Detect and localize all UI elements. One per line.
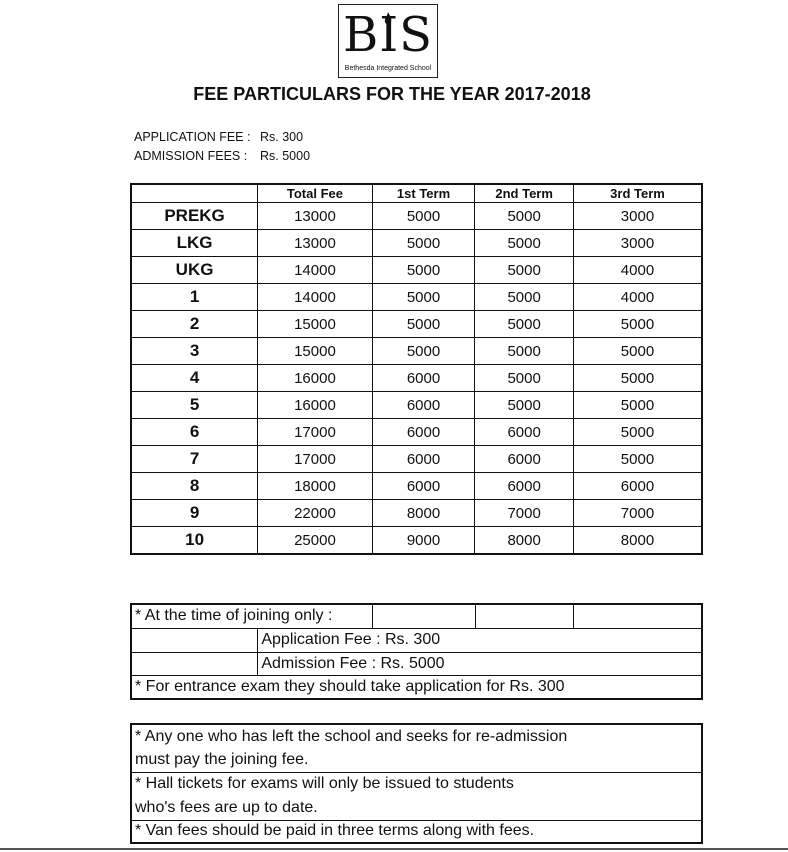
third-term-fee: 6000 (573, 473, 702, 500)
readmission-note-line-2: must pay the joining fee. (131, 748, 702, 772)
class-name: 9 (131, 500, 258, 527)
total-fee: 22000 (258, 500, 373, 527)
second-term-fee: 5000 (475, 311, 574, 338)
class-name: 4 (131, 365, 258, 392)
fee-row (131, 419, 702, 446)
first-term-fee: 6000 (372, 365, 475, 392)
empty-cell (131, 652, 258, 675)
joining-fee-box (130, 603, 703, 700)
fee-row (131, 284, 702, 311)
total-fee: 17000 (258, 446, 373, 473)
second-term-fee: 5000 (475, 338, 574, 365)
fee-table-header (131, 184, 702, 203)
second-term-fee: 6000 (475, 446, 574, 473)
class-name: 2 (131, 311, 258, 338)
fee-row (131, 338, 702, 365)
first-term-fee: 9000 (372, 527, 475, 555)
class-name: LKG (131, 230, 258, 257)
fee-table (130, 183, 703, 555)
first-term-fee: 8000 (372, 500, 475, 527)
second-term-fee: 7000 (475, 500, 574, 527)
first-term-fee: 5000 (372, 203, 475, 230)
class-name: 1 (131, 284, 258, 311)
total-fee: 15000 (258, 311, 373, 338)
class-name: PREKG (131, 203, 258, 230)
class-column-header (131, 184, 258, 203)
total-fee: 16000 (258, 365, 373, 392)
empty-cell (373, 604, 475, 628)
second-term-fee: 5000 (475, 230, 574, 257)
third-term-fee: 5000 (573, 392, 702, 419)
hall-ticket-note-line-2: who's fees are up to date. (131, 796, 702, 820)
notes-box (130, 723, 703, 844)
third-term-fee: 3000 (573, 203, 702, 230)
fee-row (131, 446, 702, 473)
first-term-fee: 6000 (372, 446, 475, 473)
second-term-fee: 5000 (475, 203, 574, 230)
fee-row (131, 311, 702, 338)
empty-cell (574, 604, 702, 628)
third-term-fee: 5000 (573, 446, 702, 473)
application-fee-label: APPLICATION FEE : (134, 130, 251, 144)
empty-cell (475, 604, 573, 628)
second-term-fee: 5000 (475, 257, 574, 284)
class-name: 7 (131, 446, 258, 473)
first-term-fee: 5000 (372, 338, 475, 365)
admission-fee-value: Rs. 5000 (260, 149, 311, 163)
second-term-fee: 5000 (475, 392, 574, 419)
total-fee: 18000 (258, 473, 373, 500)
page-title: FEE PARTICULARS FOR THE YEAR 2017-2018 (193, 84, 591, 104)
application-fee-value: Rs. 300 (260, 130, 304, 144)
fee-row (131, 203, 702, 230)
total-fee: 17000 (258, 419, 373, 446)
total-fee: 25000 (258, 527, 373, 555)
total-fee: 15000 (258, 338, 373, 365)
first-term-fee: 5000 (372, 311, 475, 338)
fee-row (131, 473, 702, 500)
third-term-fee: 7000 (573, 500, 702, 527)
readmission-note-line-1: * Any one who has left the school and seeks for re-admission (131, 724, 702, 748)
fee-row (131, 527, 702, 555)
second-term-fee: 8000 (475, 527, 574, 555)
logo-school-name: Bethesda Integrated School (344, 65, 432, 72)
joining-heading: * At the time of joining only : (131, 604, 373, 628)
fee-row (131, 500, 702, 527)
admission-fee-label: ADMISSION FEES : (134, 149, 248, 163)
fee-row (131, 230, 702, 257)
first-term-fee: 6000 (372, 473, 475, 500)
third-term-fee: 8000 (573, 527, 702, 555)
second-term-fee: 6000 (475, 419, 574, 446)
page-bottom-rule (0, 848, 788, 850)
total-fee: 16000 (258, 392, 373, 419)
class-name: 10 (131, 527, 258, 555)
third-term-fee: 4000 (573, 257, 702, 284)
second-term-fee: 5000 (475, 365, 574, 392)
joining-application-fee: Application Fee : Rs. 300 (258, 628, 702, 652)
class-name: 5 (131, 392, 258, 419)
third-term-fee: 4000 (573, 284, 702, 311)
total-fee: 14000 (258, 257, 373, 284)
fee-row (131, 392, 702, 419)
third-term-fee: 5000 (573, 365, 702, 392)
total-fee: 14000 (258, 284, 373, 311)
total-fee-header: Total Fee (258, 184, 373, 203)
first-term-fee: 6000 (372, 392, 475, 419)
third-term-header: 3rd Term (573, 184, 702, 203)
class-name: 6 (131, 419, 258, 446)
first-term-fee: 5000 (372, 230, 475, 257)
total-fee: 13000 (258, 203, 373, 230)
first-term-fee: 5000 (372, 257, 475, 284)
first-term-header: 1st Term (372, 184, 475, 203)
fee-row (131, 365, 702, 392)
logo-letters: BIS (342, 7, 434, 63)
hall-ticket-note-line-1: * Hall tickets for exams will only be issued to students (131, 772, 702, 796)
class-name: 3 (131, 338, 258, 365)
third-term-fee: 3000 (573, 230, 702, 257)
second-term-header: 2nd Term (475, 184, 574, 203)
entrance-exam-note: * For entrance exam they should take application for Rs. 300 (131, 675, 702, 699)
total-fee: 13000 (258, 230, 373, 257)
empty-cell (131, 628, 258, 652)
class-name: 8 (131, 473, 258, 500)
first-term-fee: 5000 (372, 284, 475, 311)
third-term-fee: 5000 (573, 311, 702, 338)
class-name: UKG (131, 257, 258, 284)
van-fee-note: * Van fees should be paid in three terms along with fees. (131, 820, 702, 843)
fee-row (131, 257, 702, 284)
school-logo (338, 4, 438, 78)
first-term-fee: 6000 (372, 419, 475, 446)
second-term-fee: 5000 (475, 284, 574, 311)
second-term-fee: 6000 (475, 473, 574, 500)
third-term-fee: 5000 (573, 338, 702, 365)
joining-admission-fee: Admission Fee : Rs. 5000 (258, 652, 702, 675)
third-term-fee: 5000 (573, 419, 702, 446)
